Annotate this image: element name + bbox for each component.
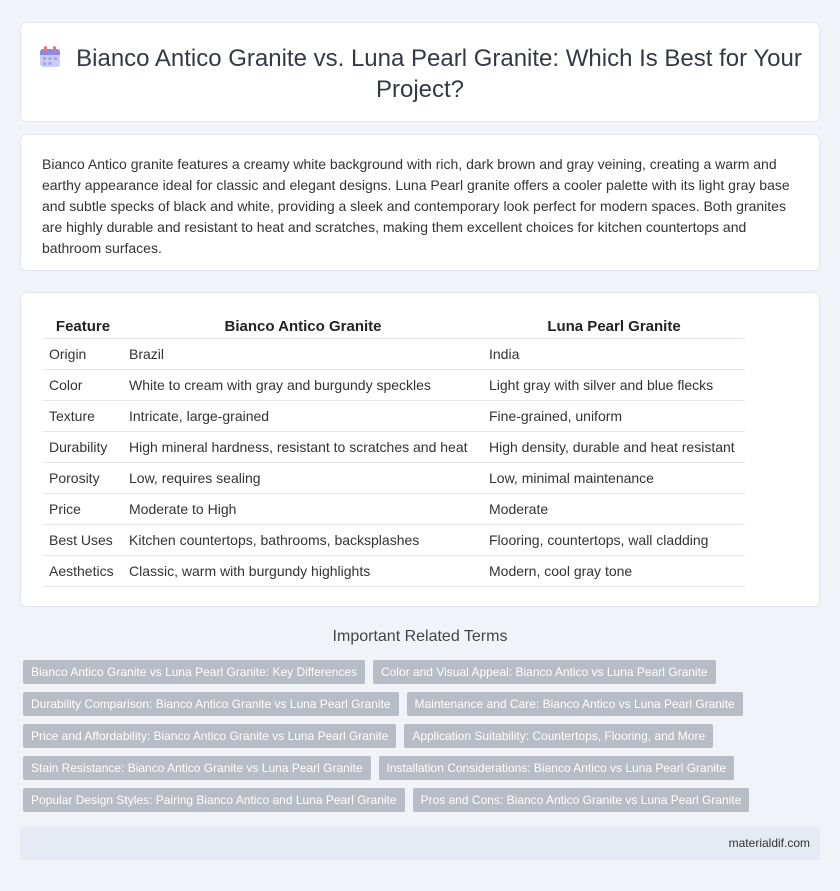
related-term-tag[interactable]: Stain Resistance: Bianco Antico Granite vs Luna Pearl Granite	[23, 756, 371, 780]
row-feature: Aesthetics	[43, 555, 123, 586]
related-terms-heading: Important Related Terms	[332, 628, 508, 645]
row-luna-value: Fine-grained, uniform	[483, 400, 745, 431]
calendar-icon	[38, 45, 62, 69]
row-feature: Texture	[43, 400, 123, 431]
comparison-table	[43, 315, 745, 587]
row-bianco-value: Brazil	[123, 338, 483, 369]
row-feature: Color	[43, 369, 123, 400]
row-bianco-value: Low, requires sealing	[123, 462, 483, 493]
related-term-tag[interactable]: Maintenance and Care: Bianco Antico vs Luna Pearl Granite	[407, 692, 743, 716]
column-header-bianco: Bianco Antico Granite	[123, 315, 483, 338]
table-header-row	[43, 315, 745, 338]
table-row	[43, 524, 745, 555]
row-feature: Porosity	[43, 462, 123, 493]
table-row	[43, 338, 745, 369]
intro-card	[20, 134, 820, 271]
table-row	[43, 462, 745, 493]
page-title-wrap	[21, 43, 819, 105]
row-bianco-value: Intricate, large-grained	[123, 400, 483, 431]
table-row	[43, 493, 745, 524]
column-header-feature: Feature	[43, 315, 123, 338]
footer-site-link[interactable]: materialdif.com	[728, 836, 810, 850]
related-term-tag[interactable]: Popular Design Styles: Pairing Bianco Antico and Luna Pearl Granite	[23, 788, 405, 812]
row-bianco-value: Kitchen countertops, bathrooms, backsplashes	[123, 524, 483, 555]
table-row	[43, 400, 745, 431]
row-luna-value: India	[483, 338, 745, 369]
intro-paragraph: Bianco Antico granite features a creamy white background with rich, dark brown and gray veining, creating a warm and earthy appearance ideal for classic and elegant designs. Luna Pearl granite offers a cooler palette with its light gray base and subtle specks of black and white, providing a sleek and contemporary look perfect for modern spaces. Both granites are highly durable and resistant to heat and scratches, making them excellent choices for kitchen countertops and bathroom surfaces.	[42, 156, 790, 256]
related-term-tag[interactable]: Bianco Antico Granite vs Luna Pearl Granite: Key Differences	[23, 660, 365, 684]
row-bianco-value: High mineral hardness, resistant to scratches and heat	[123, 431, 483, 462]
table-row	[43, 555, 745, 586]
related-term-tag[interactable]: Installation Considerations: Bianco Antico vs Luna Pearl Granite	[379, 756, 735, 780]
related-term-tag[interactable]: Price and Affordability: Bianco Antico Granite vs Luna Pearl Granite	[23, 724, 396, 748]
table-row	[43, 431, 745, 462]
related-term-tag[interactable]: Color and Visual Appeal: Bianco Antico vs Luna Pearl Granite	[373, 660, 716, 684]
table-row	[43, 369, 745, 400]
row-feature: Origin	[43, 338, 123, 369]
row-bianco-value: White to cream with gray and burgundy speckles	[123, 369, 483, 400]
row-feature: Best Uses	[43, 524, 123, 555]
related-term-tag[interactable]: Application Suitability: Countertops, Flooring, and More	[404, 724, 713, 748]
page-title: Bianco Antico Granite vs. Luna Pearl Granite: Which Is Best for Your Project?	[76, 45, 802, 103]
row-feature: Durability	[43, 431, 123, 462]
row-luna-value: Moderate	[483, 493, 745, 524]
row-luna-value: Modern, cool gray tone	[483, 555, 745, 586]
comparison-table-card	[20, 292, 820, 607]
row-luna-value: Light gray with silver and blue flecks	[483, 369, 745, 400]
related-term-tag[interactable]: Pros and Cons: Bianco Antico Granite vs Luna Pearl Granite	[413, 788, 750, 812]
row-luna-value: Flooring, countertops, wall cladding	[483, 524, 745, 555]
related-terms-list	[23, 660, 823, 820]
row-bianco-value: Classic, warm with burgundy highlights	[123, 555, 483, 586]
row-luna-value: Low, minimal maintenance	[483, 462, 745, 493]
row-feature: Price	[43, 493, 123, 524]
related-term-tag[interactable]: Durability Comparison: Bianco Antico Granite vs Luna Pearl Granite	[23, 692, 399, 716]
column-header-luna: Luna Pearl Granite	[483, 315, 745, 338]
row-luna-value: High density, durable and heat resistant	[483, 431, 745, 462]
title-card	[20, 22, 820, 122]
footer-bar	[20, 826, 820, 860]
row-bianco-value: Moderate to High	[123, 493, 483, 524]
